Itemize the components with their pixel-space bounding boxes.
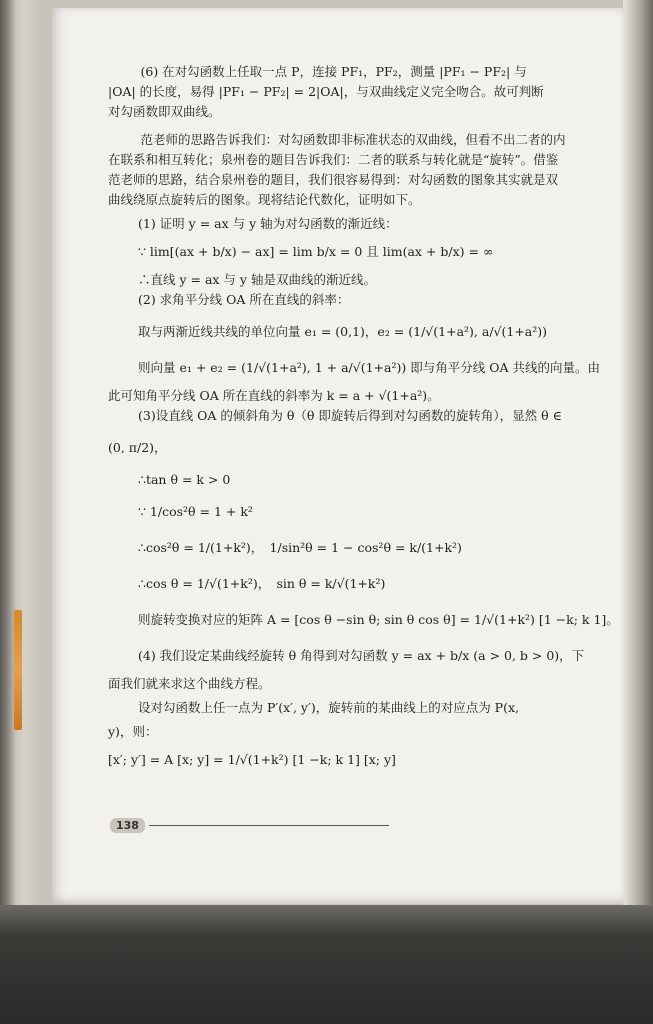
step3-matrix-text: 则旋转变换对应的矩阵 A = [cos θ −sin θ; sin θ cos θ] = 1/√(1+k²) [1 −k; k 1]。 bbox=[138, 612, 619, 627]
para6-line2-text: |OA| 的长度，易得 |PF₁ − PF₂| = 2|OA|，与双曲线定义完全吻合。故可判断 bbox=[108, 84, 544, 99]
step4-eq-text: [x′; y′] = A [x; y] = 1/√(1+k²) [1 −k; k 1] [x; y] bbox=[108, 752, 396, 767]
step2-vectors bbox=[108, 322, 598, 342]
step4-b-text: 面我们就来求这个曲线方程。 bbox=[108, 676, 271, 691]
step2-sum-a bbox=[108, 358, 598, 378]
step4-line-a bbox=[108, 646, 598, 666]
para-fan-text1: 范老师的思路告诉我们：对勾函数即非标准状态的双曲线，但看不出二者的内 bbox=[140, 132, 566, 147]
page-content bbox=[108, 62, 619, 770]
step3-tan bbox=[108, 470, 598, 490]
step1-conclusion-text: ∴直线 y = ax 与 y 轴是双曲线的渐近线。 bbox=[138, 272, 376, 287]
step4-line-b bbox=[108, 674, 598, 694]
para6-line1 bbox=[108, 62, 598, 82]
para-fan-text3: 范老师的思路，结合泉州卷的题目，我们很容易得到：对勾函数的图象其实就是双 bbox=[108, 172, 559, 187]
para6-line2 bbox=[108, 82, 598, 102]
footer-rule bbox=[149, 825, 389, 826]
para-fan-line3 bbox=[108, 170, 598, 190]
step3-interval-text: (0, π/2)， bbox=[108, 440, 167, 455]
para6-line1-text: (6) 在对勾函数上任取一点 P，连接 PF₁，PF₂，测量 |PF₁ − PF₂| 与 bbox=[140, 64, 527, 79]
step3-cos2-text: ∴cos²θ = 1/(1+k²)， 1/sin²θ = 1 − cos²θ = k/(1+k²) bbox=[138, 540, 462, 555]
book-spine-label bbox=[14, 610, 22, 730]
step4-c-text: 设对勾函数上任一点为 P′(x′, y′)，旋转前的某曲线上的对应点为 P(x, bbox=[138, 700, 519, 715]
step1-conclusion bbox=[108, 270, 598, 290]
step2-sum-b-text: 此可知角平分线 OA 所在直线的斜率为 k = a + √(1+a²)。 bbox=[108, 388, 440, 403]
page-number: 138 bbox=[110, 818, 145, 833]
step3-cos2 bbox=[108, 538, 598, 558]
step2-vectors-text: 取与两渐近线共线的单位向量 e₁ = (0,1)，e₂ = (1/√(1+a²), a/√(1+a²)) bbox=[138, 324, 548, 339]
para-fan-line4 bbox=[108, 190, 598, 210]
step1-limit-text: ∵ lim[(ax + b/x) − ax] = lim b/x = 0 且 lim(ax + b/x) = ∞ bbox=[138, 244, 494, 259]
step3-title-text: (3)设直线 OA 的倾斜角为 θ（θ 即旋转后得到对勾函数的旋转角），显然 θ ∈ bbox=[138, 408, 562, 423]
step3-interval bbox=[108, 438, 598, 458]
para6-line3 bbox=[108, 102, 598, 122]
para-fan-text4: 曲线绕原点旋转后的图象。现将结论代数化，证明如下。 bbox=[108, 192, 421, 207]
step3-sec-text: ∵ 1/cos²θ = 1 + k² bbox=[138, 504, 253, 519]
step3-cos bbox=[108, 574, 598, 594]
step1-title-text: (1) 证明 y = ax 与 y 轴为对勾函数的渐近线： bbox=[138, 216, 398, 231]
step2-title-text: (2) 求角平分线 OA 所在直线的斜率： bbox=[138, 292, 350, 307]
para-fan-text2: 在联系和相互转化；泉州卷的题目告诉我们：二者的联系与转化就是“旋转”。借鉴 bbox=[108, 152, 559, 167]
scanner-bottom-shadow bbox=[0, 905, 653, 1024]
step3-sec bbox=[108, 502, 598, 522]
step3-tan-text: ∴tan θ = k > 0 bbox=[138, 472, 231, 487]
page-edge bbox=[623, 0, 653, 940]
para-fan-line2 bbox=[108, 150, 598, 170]
step2-title bbox=[108, 290, 598, 310]
step2-sum-a-text: 则向量 e₁ + e₂ = (1/√(1+a²), 1 + a/√(1+a²)) 即与角平分线 OA 共线的向量。由 bbox=[138, 360, 600, 375]
step4-line-d bbox=[108, 722, 598, 742]
step1-title bbox=[108, 214, 598, 234]
step4-d-text: y)，则： bbox=[108, 724, 158, 739]
step3-cos-text: ∴cos θ = 1/√(1+k²)， sin θ = k/√(1+k²) bbox=[138, 576, 386, 591]
para-fan-line1 bbox=[108, 130, 598, 150]
step4-a-text: (4) 我们设定某曲线经旋转 θ 角得到对勾函数 y = ax + b/x (a > 0, b > 0)，下 bbox=[138, 648, 585, 663]
step2-sum-b bbox=[108, 386, 598, 406]
step4-line-c bbox=[108, 698, 598, 718]
step1-limit bbox=[108, 242, 598, 262]
step4-equation bbox=[108, 750, 598, 770]
page-footer bbox=[110, 818, 389, 833]
step3-title bbox=[108, 406, 598, 426]
step3-matrix bbox=[108, 610, 619, 630]
para6-line3-text: 对勾函数即双曲线。 bbox=[108, 104, 221, 119]
